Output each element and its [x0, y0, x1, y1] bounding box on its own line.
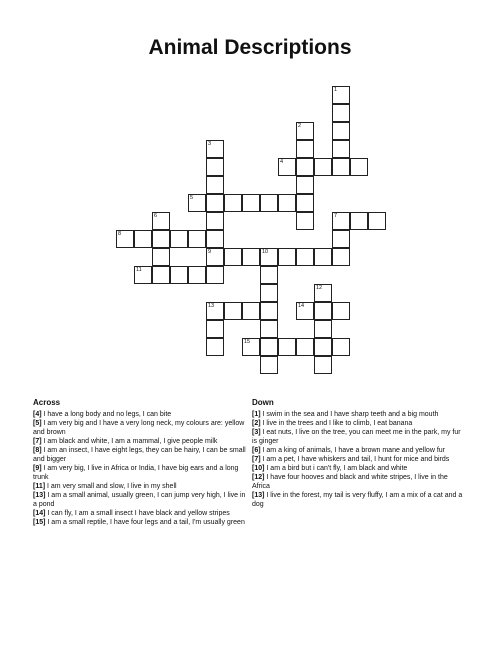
grid-cell[interactable]	[206, 194, 224, 212]
clue-number: [1]	[252, 411, 261, 418]
grid-number: 2	[298, 123, 302, 129]
grid-cell[interactable]	[332, 302, 350, 320]
across-clue-list	[33, 410, 248, 527]
clue-text: I am a king of animals, I have a brown mane and yellow fur	[262, 447, 445, 454]
clue-text: I am a small reptile, I have four legs and a tail, I'm usually green	[47, 519, 245, 526]
clue-text: I am very big and I have a very long neck, my colours are: yellow and brown	[33, 420, 245, 436]
grid-cell[interactable]	[278, 248, 296, 266]
across-clue	[33, 419, 248, 437]
down-clue	[252, 410, 467, 419]
grid-cell[interactable]	[296, 140, 314, 158]
clue-text: I am a small animal, usually green, I can jump very high, I live in a pond	[33, 492, 246, 508]
grid-cell[interactable]	[332, 248, 350, 266]
down-clue	[252, 419, 467, 428]
grid-cell[interactable]	[296, 338, 314, 356]
clue-text: I live in the trees and I like to climb, I eat banana	[262, 420, 413, 427]
clue-number: [3]	[252, 429, 261, 436]
clue-number: [12]	[252, 474, 265, 481]
grid-number: 9	[208, 249, 212, 255]
grid-cell[interactable]	[206, 158, 224, 176]
grid-cell[interactable]	[206, 338, 224, 356]
down-clue	[252, 446, 467, 455]
clue-text: I am an insect, I have eight legs, they can be hairy, I can be small and bigger	[33, 447, 246, 463]
down-clue	[252, 428, 467, 446]
clue-text: I am very big, I live in Africa or India, I have big ears and a long trunk	[33, 465, 239, 481]
across-clue	[33, 482, 248, 491]
grid-number: 8	[118, 231, 122, 237]
clue-number: [11]	[33, 483, 46, 490]
clue-text: I am a bird but i can't fly, I am black and white	[266, 465, 408, 472]
grid-cell[interactable]	[188, 230, 206, 248]
grid-cell[interactable]	[296, 248, 314, 266]
grid-cell[interactable]	[242, 194, 260, 212]
grid-number: 7	[334, 213, 338, 219]
clue-number: [10]	[252, 465, 265, 472]
grid-cell[interactable]	[278, 194, 296, 212]
grid-cell[interactable]	[332, 338, 350, 356]
down-clue	[252, 455, 467, 464]
grid-cell[interactable]	[152, 230, 170, 248]
clue-number: [7]	[252, 456, 261, 463]
clue-number: [9]	[33, 465, 42, 472]
grid-number: 1	[334, 87, 338, 93]
clue-text: I have four hooves and black and white stripes, I live in the Africa	[252, 474, 448, 490]
grid-cell[interactable]	[224, 194, 242, 212]
grid-number: 6	[154, 213, 158, 219]
grid-cell[interactable]	[260, 356, 278, 374]
grid-cell[interactable]	[314, 356, 332, 374]
clue-number: [7]	[33, 438, 42, 445]
across-heading: Across	[33, 398, 61, 407]
grid-number: 11	[136, 267, 142, 273]
grid-cell[interactable]	[314, 320, 332, 338]
across-clue	[33, 437, 248, 446]
grid-cell[interactable]	[314, 248, 332, 266]
clue-text: I am a pet, I have whiskers and tail, I hunt for mice and birds	[262, 456, 450, 463]
clue-number: [13]	[252, 492, 265, 499]
clue-text: I swim in the sea and I have sharp teeth and a big mouth	[262, 411, 439, 418]
down-clue	[252, 491, 467, 509]
grid-cell[interactable]	[260, 284, 278, 302]
clue-number: [14]	[33, 510, 46, 517]
grid-cell[interactable]	[170, 230, 188, 248]
down-heading: Down	[252, 398, 274, 407]
clue-text: I am very small and slow, I live in my shell	[47, 483, 177, 490]
clue-number: [6]	[252, 447, 261, 454]
clue-number: [2]	[252, 420, 261, 427]
grid-number: 10	[262, 249, 269, 255]
grid-cell[interactable]	[152, 266, 170, 284]
grid-number: 13	[208, 303, 215, 309]
grid-cell[interactable]	[368, 212, 386, 230]
grid-cell[interactable]	[206, 320, 224, 338]
grid-cell[interactable]	[242, 302, 260, 320]
grid-cell[interactable]	[206, 176, 224, 194]
grid-cell[interactable]	[170, 266, 188, 284]
clue-number: [4]	[33, 411, 42, 418]
grid-number: 14	[298, 303, 305, 309]
grid-number: 12	[316, 285, 323, 291]
across-clue	[33, 491, 248, 509]
clue-text: I live in the forest, my tail is very fluffy, I am a mix of a cat and a dog	[252, 492, 463, 508]
clue-text: I have a long body and no legs, I can bite	[43, 411, 172, 418]
down-clue	[252, 464, 467, 473]
clue-number: [5]	[33, 420, 42, 427]
grid-cell[interactable]	[350, 158, 368, 176]
grid-cell[interactable]	[350, 212, 368, 230]
grid-cell[interactable]	[278, 338, 296, 356]
across-clue	[33, 410, 248, 419]
grid-cell[interactable]	[260, 338, 278, 356]
grid-cell[interactable]	[296, 176, 314, 194]
grid-cell[interactable]	[260, 194, 278, 212]
across-clue	[33, 446, 248, 464]
grid-cell[interactable]	[314, 302, 332, 320]
grid-cell[interactable]	[206, 266, 224, 284]
clue-number: [15]	[33, 519, 46, 526]
grid-cell[interactable]	[296, 194, 314, 212]
clue-number: [13]	[33, 492, 46, 499]
grid-cell[interactable]	[332, 140, 350, 158]
clue-number: [8]	[33, 447, 42, 454]
clue-text: I eat nuts, I live on the tree, you can meet me in the park, my fur is ginger	[252, 429, 461, 445]
grid-cell[interactable]	[206, 230, 224, 248]
down-clue	[252, 473, 467, 491]
grid-cell[interactable]	[314, 338, 332, 356]
grid-cell[interactable]	[332, 158, 350, 176]
across-clue	[33, 518, 248, 527]
grid-cell[interactable]	[260, 320, 278, 338]
grid-cell[interactable]	[242, 248, 260, 266]
grid-cell[interactable]	[332, 104, 350, 122]
grid-cell[interactable]	[224, 248, 242, 266]
grid-number: 3	[208, 141, 212, 147]
grid-cell[interactable]	[296, 212, 314, 230]
grid-cell[interactable]	[332, 122, 350, 140]
page-title: Animal Descriptions	[148, 36, 352, 59]
across-clue	[33, 464, 248, 482]
grid-number: 4	[280, 159, 284, 165]
grid-cell[interactable]	[260, 266, 278, 284]
down-clue-list	[252, 410, 467, 509]
grid-cell[interactable]	[134, 230, 152, 248]
grid-number: 5	[190, 195, 194, 201]
grid-cell[interactable]	[332, 230, 350, 248]
grid-number: 15	[244, 339, 251, 345]
grid-cell[interactable]	[206, 212, 224, 230]
grid-cell[interactable]	[296, 158, 314, 176]
grid-cell[interactable]	[152, 248, 170, 266]
grid-cell[interactable]	[260, 302, 278, 320]
clue-text: I am black and white, I am a mammal, I give people milk	[43, 438, 218, 445]
grid-cell[interactable]	[188, 266, 206, 284]
clue-text: I can fly, I am a small insect I have black and yellow stripes	[47, 510, 230, 517]
across-clue	[33, 509, 248, 518]
grid-cell[interactable]	[314, 158, 332, 176]
grid-cell[interactable]	[224, 302, 242, 320]
